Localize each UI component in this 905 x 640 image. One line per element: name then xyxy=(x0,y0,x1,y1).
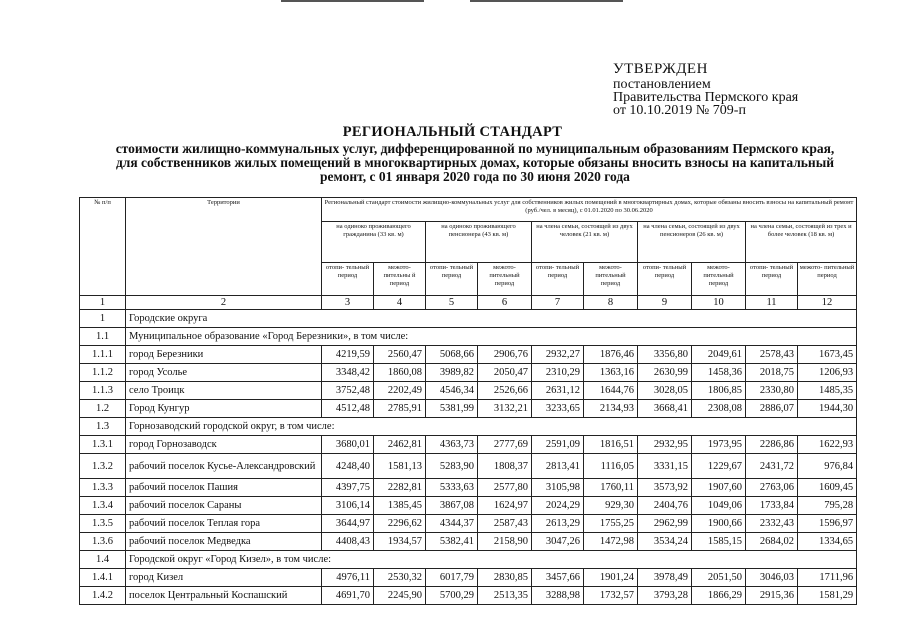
row-territory: Город Кунгур xyxy=(126,400,322,418)
header-group: на одиноко проживающего гражданина (33 кв. м) xyxy=(322,222,426,263)
row-code: 1.3.6 xyxy=(80,533,126,551)
row-value: 3106,14 xyxy=(322,497,374,515)
row-territory: рабочий поселок Теплая гора xyxy=(126,515,322,533)
row-value: 4976,11 xyxy=(322,569,374,587)
row-value: 4546,34 xyxy=(426,382,478,400)
row-territory: город Усолье xyxy=(126,364,322,382)
row-value: 1622,93 xyxy=(798,436,857,454)
row-value: 1711,96 xyxy=(798,569,857,587)
header-period: межото- пительный период xyxy=(478,263,532,296)
row-value: 1334,65 xyxy=(798,533,857,551)
row-value: 5382,41 xyxy=(426,533,478,551)
row-territory: Городской округ «Город Кизел», в том числе: xyxy=(126,551,857,569)
row-value: 2886,07 xyxy=(746,400,798,418)
row-value: 2158,90 xyxy=(478,533,532,551)
row-value: 1485,35 xyxy=(798,382,857,400)
column-number: 5 xyxy=(426,296,478,310)
column-number: 9 xyxy=(638,296,692,310)
table-section-row xyxy=(80,310,857,328)
approval-heading: УТВЕРЖДЕН xyxy=(613,61,708,77)
row-value: 2330,80 xyxy=(746,382,798,400)
row-value: 5068,66 xyxy=(426,346,478,364)
row-code: 1.4.1 xyxy=(80,569,126,587)
row-code: 1.1.2 xyxy=(80,364,126,382)
row-value: 4248,40 xyxy=(322,454,374,479)
table-row xyxy=(80,497,857,515)
row-value: 2462,81 xyxy=(374,436,426,454)
row-value: 2915,36 xyxy=(746,587,798,605)
header-period: отопи- тельный период xyxy=(322,263,374,296)
row-value: 2526,66 xyxy=(478,382,532,400)
table-row xyxy=(80,382,857,400)
row-value: 4344,37 xyxy=(426,515,478,533)
row-value: 2613,29 xyxy=(532,515,584,533)
column-number: 7 xyxy=(532,296,584,310)
row-value: 2332,43 xyxy=(746,515,798,533)
row-value: 2906,76 xyxy=(478,346,532,364)
header-period: отопи- тельный период xyxy=(426,263,478,296)
row-value: 2785,91 xyxy=(374,400,426,418)
row-value: 2763,06 xyxy=(746,479,798,497)
row-territory: Муниципальное образование «Город Березники», в том числе: xyxy=(126,328,857,346)
row-value: 1458,36 xyxy=(692,364,746,382)
row-value: 795,28 xyxy=(798,497,857,515)
row-value: 1363,16 xyxy=(584,364,638,382)
row-value: 3978,49 xyxy=(638,569,692,587)
approval-line: постановлением xyxy=(613,77,711,92)
row-value: 3534,24 xyxy=(638,533,692,551)
row-value: 3028,05 xyxy=(638,382,692,400)
row-value: 4408,43 xyxy=(322,533,374,551)
row-value: 1755,25 xyxy=(584,515,638,533)
header-period: межото- пительный период xyxy=(798,263,857,296)
scan-top-line xyxy=(0,0,905,3)
row-value: 1581,29 xyxy=(798,587,857,605)
table-section-row xyxy=(80,418,857,436)
column-number: 1 xyxy=(80,296,126,310)
row-value: 4691,70 xyxy=(322,587,374,605)
row-value: 2310,29 xyxy=(532,364,584,382)
row-value: 2513,35 xyxy=(478,587,532,605)
row-value: 2051,50 xyxy=(692,569,746,587)
row-value: 2630,99 xyxy=(638,364,692,382)
row-value: 2245,90 xyxy=(374,587,426,605)
row-value: 976,84 xyxy=(798,454,857,479)
row-value: 2404,76 xyxy=(638,497,692,515)
row-code: 1.1.1 xyxy=(80,346,126,364)
row-value: 5283,90 xyxy=(426,454,478,479)
row-value: 3132,21 xyxy=(478,400,532,418)
row-code: 1.4.2 xyxy=(80,587,126,605)
table-row xyxy=(80,400,857,418)
row-value: 1229,67 xyxy=(692,454,746,479)
row-code: 1 xyxy=(80,310,126,328)
row-value: 1806,85 xyxy=(692,382,746,400)
row-value: 2050,47 xyxy=(478,364,532,382)
row-code: 1.3.1 xyxy=(80,436,126,454)
header-territory: Территории xyxy=(126,198,322,296)
row-territory: Городские округа xyxy=(126,310,857,328)
row-value: 4512,48 xyxy=(322,400,374,418)
row-value: 2631,12 xyxy=(532,382,584,400)
row-value: 1472,98 xyxy=(584,533,638,551)
row-value: 929,30 xyxy=(584,497,638,515)
column-number: 2 xyxy=(126,296,322,310)
row-value: 3348,42 xyxy=(322,364,374,382)
row-value: 2587,43 xyxy=(478,515,532,533)
row-value: 6017,79 xyxy=(426,569,478,587)
header-period: отопи- тельный период xyxy=(532,263,584,296)
row-value: 1860,08 xyxy=(374,364,426,382)
row-value: 2591,09 xyxy=(532,436,584,454)
document-title: РЕГИОНАЛЬНЫЙ СТАНДАРТ xyxy=(342,124,563,140)
row-code: 1.1 xyxy=(80,328,126,346)
row-value: 2282,81 xyxy=(374,479,426,497)
row-value: 3989,82 xyxy=(426,364,478,382)
row-value: 2777,69 xyxy=(478,436,532,454)
row-value: 1944,30 xyxy=(798,400,857,418)
row-value: 1760,11 xyxy=(584,479,638,497)
row-value: 1733,84 xyxy=(746,497,798,515)
row-territory: поселок Центральный Коспашский xyxy=(126,587,322,605)
row-value: 1900,66 xyxy=(692,515,746,533)
column-number: 4 xyxy=(374,296,426,310)
row-code: 1.3.5 xyxy=(80,515,126,533)
row-value: 2024,29 xyxy=(532,497,584,515)
row-value: 2134,93 xyxy=(584,400,638,418)
row-territory: рабочий поселок Медведка xyxy=(126,533,322,551)
table-row xyxy=(80,533,857,551)
table-row xyxy=(80,515,857,533)
row-value: 2932,95 xyxy=(638,436,692,454)
column-number: 3 xyxy=(322,296,374,310)
row-value: 2813,41 xyxy=(532,454,584,479)
row-value: 3793,28 xyxy=(638,587,692,605)
header-group: на члена семьи, состоящей из двух пенсионеров (26 кв. м) xyxy=(638,222,746,263)
table-section-row xyxy=(80,551,857,569)
row-code: 1.1.3 xyxy=(80,382,126,400)
row-value: 1644,76 xyxy=(584,382,638,400)
row-territory: рабочий поселок Кусье-Александровский xyxy=(126,454,322,479)
row-territory: рабочий поселок Сараны xyxy=(126,497,322,515)
header-period: отопи- тельный период xyxy=(746,263,798,296)
row-value: 1673,45 xyxy=(798,346,857,364)
row-value: 5381,99 xyxy=(426,400,478,418)
row-value: 2308,08 xyxy=(692,400,746,418)
row-code: 1.3 xyxy=(80,418,126,436)
approval-stamp xyxy=(613,63,883,117)
row-territory: город Горнозаводск xyxy=(126,436,322,454)
column-number: 10 xyxy=(692,296,746,310)
table-row xyxy=(80,454,857,479)
table-row xyxy=(80,364,857,382)
row-value: 2578,43 xyxy=(746,346,798,364)
approval-line: от 10.10.2019 № 709-п xyxy=(613,103,746,118)
row-value: 3105,98 xyxy=(532,479,584,497)
row-value: 1206,93 xyxy=(798,364,857,382)
row-value: 3644,97 xyxy=(322,515,374,533)
row-territory: рабочий поселок Пашия xyxy=(126,479,322,497)
table-row xyxy=(80,346,857,364)
table-section-row xyxy=(80,328,857,346)
row-value: 1907,60 xyxy=(692,479,746,497)
row-value: 5333,63 xyxy=(426,479,478,497)
row-value: 2431,72 xyxy=(746,454,798,479)
header-no: № п/п xyxy=(80,198,126,296)
row-code: 1.3.3 xyxy=(80,479,126,497)
column-number: 8 xyxy=(584,296,638,310)
header-period: межото- пительный период xyxy=(584,263,638,296)
row-value: 2286,86 xyxy=(746,436,798,454)
row-value: 1596,97 xyxy=(798,515,857,533)
row-territory: село Троицк xyxy=(126,382,322,400)
row-value: 1049,06 xyxy=(692,497,746,515)
table-row xyxy=(80,587,857,605)
row-value: 1116,05 xyxy=(584,454,638,479)
row-value: 3046,03 xyxy=(746,569,798,587)
row-value: 2202,49 xyxy=(374,382,426,400)
header-standard: Региональный стандарт стоимости жилищно-коммунальных услуг для собственников жилых помещений в многоквартирных домах, которые обязаны вносить взносы на капитальный ремонт (руб./чел. в месяц), с 01.01.2020 по 30.06.2020 xyxy=(322,198,857,222)
row-code: 1.3.2 xyxy=(80,454,126,479)
standard-table xyxy=(79,197,857,605)
header-group: на члена семьи, состоящей из трех и более человек (18 кв. м) xyxy=(746,222,857,263)
row-value: 2018,75 xyxy=(746,364,798,382)
row-value: 3047,26 xyxy=(532,533,584,551)
row-value: 2684,02 xyxy=(746,533,798,551)
document-subtitle: стоимости жилищно-коммунальных услуг, дифференцированной по муниципальным образованиям Пермского края, для собственников жилых помещений в многоквартирных домах, которые обязаны вносить взносы на капитальный ремонт, с 01 января 2020 года по 30 июня 2020 года xyxy=(115,141,835,184)
row-value: 1973,95 xyxy=(692,436,746,454)
row-territory: город Березники xyxy=(126,346,322,364)
row-value: 1816,51 xyxy=(584,436,638,454)
row-value: 3573,92 xyxy=(638,479,692,497)
row-value: 3288,98 xyxy=(532,587,584,605)
row-value: 1901,24 xyxy=(584,569,638,587)
row-territory: город Кизел xyxy=(126,569,322,587)
table-row xyxy=(80,479,857,497)
row-value: 2577,80 xyxy=(478,479,532,497)
row-value: 2962,99 xyxy=(638,515,692,533)
row-value: 5700,29 xyxy=(426,587,478,605)
row-value: 3356,80 xyxy=(638,346,692,364)
row-value: 1385,45 xyxy=(374,497,426,515)
row-value: 2530,32 xyxy=(374,569,426,587)
column-number: 11 xyxy=(746,296,798,310)
table-row xyxy=(80,436,857,454)
header-group: на члена семьи, состоящей из двух человек (21 кв. м) xyxy=(532,222,638,263)
row-value: 2296,62 xyxy=(374,515,426,533)
row-code: 1.2 xyxy=(80,400,126,418)
row-value: 4397,75 xyxy=(322,479,374,497)
table-row xyxy=(80,569,857,587)
row-value: 4363,73 xyxy=(426,436,478,454)
row-value: 3668,41 xyxy=(638,400,692,418)
row-value: 3457,66 xyxy=(532,569,584,587)
column-number: 6 xyxy=(478,296,532,310)
row-value: 2932,27 xyxy=(532,346,584,364)
row-value: 3680,01 xyxy=(322,436,374,454)
row-value: 1581,13 xyxy=(374,454,426,479)
row-value: 1585,15 xyxy=(692,533,746,551)
row-code: 1.4 xyxy=(80,551,126,569)
row-value: 1732,57 xyxy=(584,587,638,605)
header-period: отопи- тельный период xyxy=(638,263,692,296)
row-value: 3752,48 xyxy=(322,382,374,400)
column-number: 12 xyxy=(798,296,857,310)
row-value: 3233,65 xyxy=(532,400,584,418)
row-value: 1866,29 xyxy=(692,587,746,605)
header-period: межото- пительный период xyxy=(692,263,746,296)
row-value: 2560,47 xyxy=(374,346,426,364)
row-value: 1808,37 xyxy=(478,454,532,479)
column-number-row xyxy=(80,296,857,310)
row-value: 3331,15 xyxy=(638,454,692,479)
row-territory: Горнозаводский городской округ, в том числе: xyxy=(126,418,857,436)
row-value: 1624,97 xyxy=(478,497,532,515)
row-value: 1934,57 xyxy=(374,533,426,551)
approval-line: Правительства Пермского края xyxy=(613,90,799,105)
row-value: 1609,45 xyxy=(798,479,857,497)
row-value: 4219,59 xyxy=(322,346,374,364)
row-value: 3867,08 xyxy=(426,497,478,515)
row-code: 1.3.4 xyxy=(80,497,126,515)
header-group: на одиноко проживающего пенсионера (43 кв. м) xyxy=(426,222,532,263)
header-period: межото- пительны й период xyxy=(374,263,426,296)
row-value: 1876,46 xyxy=(584,346,638,364)
row-value: 2830,85 xyxy=(478,569,532,587)
row-value: 2049,61 xyxy=(692,346,746,364)
